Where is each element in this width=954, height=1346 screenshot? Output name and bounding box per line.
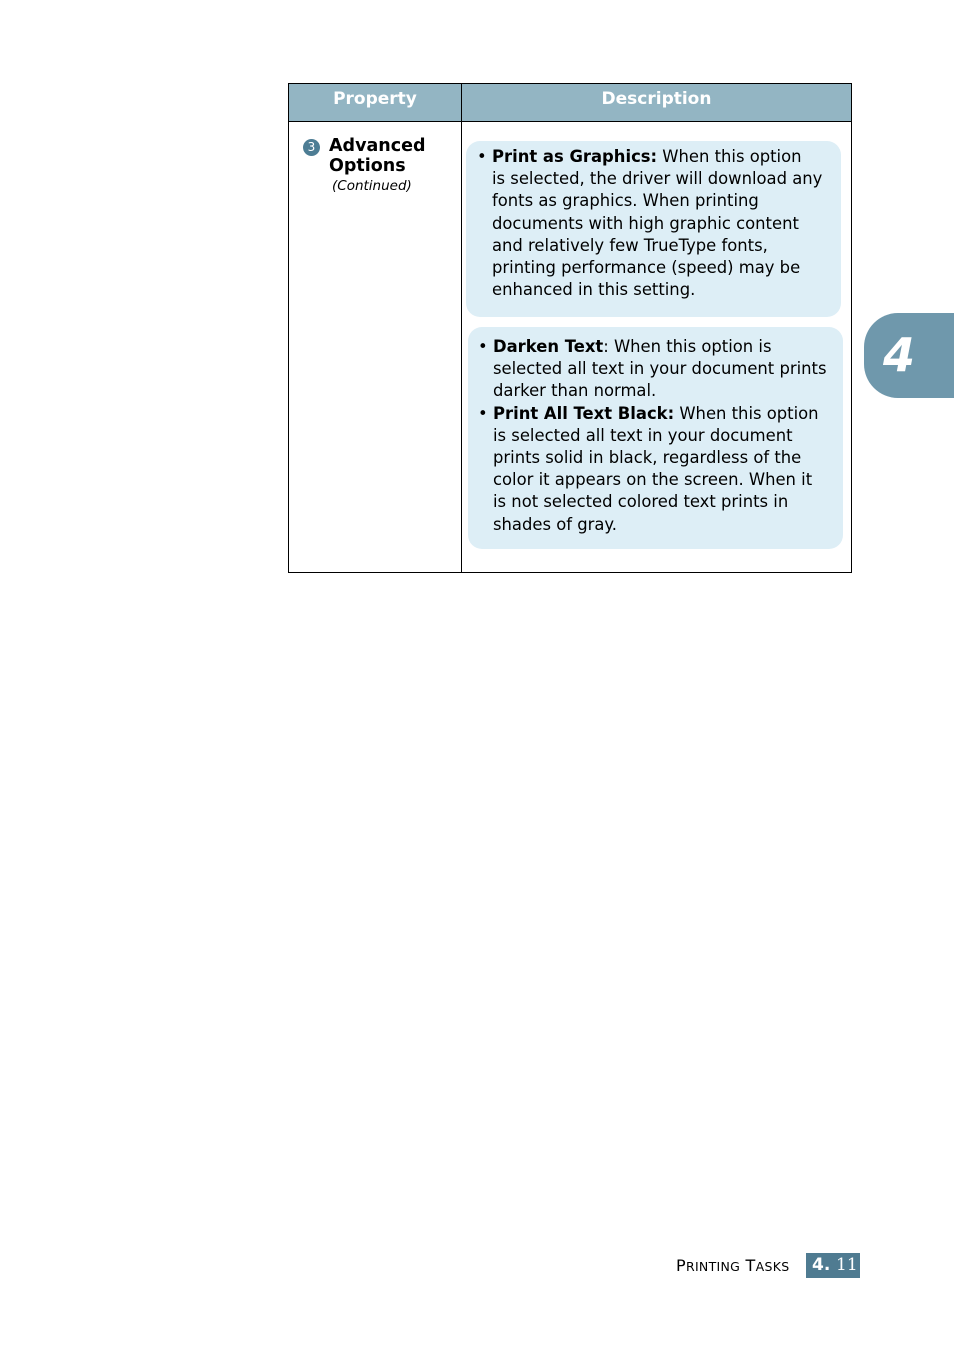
page-chapter: 4. [812, 1255, 831, 1275]
property-title-line1: Advanced [329, 136, 426, 156]
page-number: 11 [836, 1255, 858, 1275]
item-line [493, 336, 837, 358]
item-text: : When this option is [603, 337, 772, 356]
chapter-tab-number: 4 [882, 328, 915, 382]
item-term: Print All Text Black: [493, 403, 675, 423]
item-text: When this option [674, 403, 819, 423]
item-line: is selected all text in your document [493, 425, 793, 445]
property-table [288, 83, 852, 573]
item-line [493, 403, 837, 425]
item-line: and relatively few TrueType fonts, [492, 235, 768, 255]
footer-section-title [676, 1254, 789, 1278]
item-line: is not selected colored text prints in [493, 492, 789, 512]
item-term: Print as Graphics: [492, 147, 658, 166]
footer-smallcaps: ASKS [755, 1259, 790, 1274]
number-badge: 3 [303, 139, 320, 156]
footer-smallcaps: RINTING [685, 1259, 741, 1274]
footer-cap: P [676, 1256, 686, 1275]
item-line: darker than normal. [493, 381, 657, 401]
item-line: is selected, the driver will download any [492, 169, 823, 189]
list-item [477, 146, 835, 301]
footer-cap: T [745, 1256, 756, 1275]
item-line: selected all text in your document prints [493, 359, 827, 379]
table-header [289, 84, 851, 122]
page-number-box [806, 1253, 860, 1278]
item-text: When this option [657, 147, 802, 166]
bullet-icon: • [478, 337, 488, 356]
bullet-icon: • [478, 403, 488, 423]
item-line: color it appears on the screen. When it [493, 470, 813, 490]
item-line: printing performance (speed) may be [492, 258, 801, 278]
header-property: Property [333, 89, 417, 109]
bullet-icon: • [477, 147, 487, 166]
item-line: documents with high graphic content [492, 213, 799, 233]
item-line: fonts as graphics. When printing [492, 191, 759, 211]
list-item [478, 403, 837, 536]
description-box-text [468, 327, 843, 549]
chapter-tab [864, 313, 954, 398]
item-line: shades of gray. [493, 514, 617, 534]
description-box-graphics [466, 141, 841, 317]
property-subtitle: (Continued) [332, 178, 412, 194]
header-description: Description [601, 89, 712, 109]
item-line [492, 146, 835, 168]
item-line: prints solid in black, regardless of the [493, 448, 802, 468]
list-item [478, 336, 837, 403]
property-title-line2: Options [329, 156, 406, 176]
item-line: enhanced in this setting. [492, 280, 696, 300]
column-divider [461, 84, 462, 572]
item-term: Darken Text [493, 337, 604, 356]
property-title [329, 136, 459, 176]
